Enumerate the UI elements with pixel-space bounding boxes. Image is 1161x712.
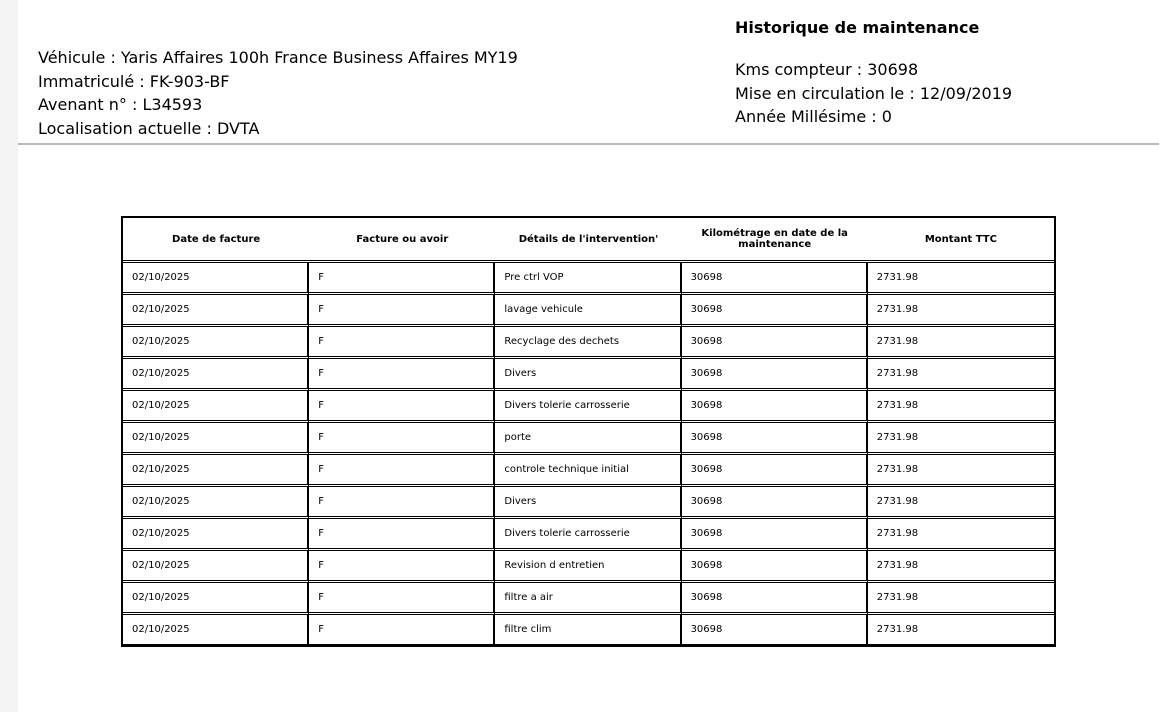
history-block <box>735 18 1012 129</box>
document-header <box>18 0 1159 145</box>
table-row <box>123 263 1054 295</box>
header-amount: Montant TTC <box>868 218 1054 263</box>
table-row <box>123 455 1054 487</box>
cell-invoice-type: F <box>309 423 495 455</box>
cell-invoice-type: F <box>309 295 495 327</box>
header-intervention-details: Détails de l'intervention' <box>495 218 681 263</box>
cell-mileage: 30698 <box>682 519 868 551</box>
cell-amount: 2731.98 <box>868 615 1054 645</box>
maintenance-table <box>121 216 1056 647</box>
cell-intervention-details: Divers tolerie carrosserie <box>495 391 681 423</box>
table-row <box>123 519 1054 551</box>
cell-invoice-date: 02/10/2025 <box>123 423 309 455</box>
cell-invoice-date: 02/10/2025 <box>123 519 309 551</box>
cell-amount: 2731.98 <box>868 423 1054 455</box>
table-row <box>123 487 1054 519</box>
table-row <box>123 423 1054 455</box>
cell-invoice-date: 02/10/2025 <box>123 327 309 359</box>
model-year: Année Millésime : 0 <box>735 107 892 126</box>
cell-mileage: 30698 <box>682 391 868 423</box>
cell-mileage: 30698 <box>682 583 868 615</box>
table-row <box>123 327 1054 359</box>
cell-mileage: 30698 <box>682 295 868 327</box>
cell-amount: 2731.98 <box>868 455 1054 487</box>
cell-mileage: 30698 <box>682 423 868 455</box>
cell-mileage: 30698 <box>682 551 868 583</box>
table-row <box>123 391 1054 423</box>
cell-amount: 2731.98 <box>868 551 1054 583</box>
cell-amount: 2731.98 <box>868 263 1054 295</box>
cell-intervention-details: filtre a air <box>495 583 681 615</box>
vehicle-registration: Immatriculé : FK-903-BF <box>38 71 230 91</box>
cell-mileage: 30698 <box>682 327 868 359</box>
table-body <box>123 263 1054 645</box>
odometer-reading: Kms compteur : 30698 <box>735 60 919 79</box>
table-row <box>123 583 1054 615</box>
cell-mileage: 30698 <box>682 455 868 487</box>
vehicle-model: Véhicule : Yaris Affaires 100h France Business Affaires MY19 <box>38 48 518 67</box>
cell-invoice-type: F <box>309 551 495 583</box>
header-invoice-date: Date de facture <box>123 218 309 263</box>
cell-invoice-type: F <box>309 615 495 645</box>
first-registration-date: Mise en circulation le : 12/09/2019 <box>735 83 1013 103</box>
cell-invoice-date: 02/10/2025 <box>123 295 309 327</box>
document-page <box>18 0 1161 712</box>
cell-invoice-date: 02/10/2025 <box>123 487 309 519</box>
cell-invoice-type: F <box>309 263 495 295</box>
cell-invoice-type: F <box>309 519 495 551</box>
table-row <box>123 551 1054 583</box>
cell-intervention-details: lavage vehicule <box>495 295 681 327</box>
cell-invoice-type: F <box>309 455 495 487</box>
table-row <box>123 295 1054 327</box>
table-row <box>123 359 1054 391</box>
cell-invoice-date: 02/10/2025 <box>123 263 309 295</box>
page-title: Historique de maintenance <box>735 18 980 37</box>
header-invoice-or-credit: Facture ou avoir <box>309 218 495 263</box>
maintenance-table-container <box>121 216 1056 647</box>
cell-invoice-date: 02/10/2025 <box>123 359 309 391</box>
cell-amount: 2731.98 <box>868 359 1054 391</box>
cell-intervention-details: Divers <box>495 359 681 391</box>
cell-intervention-details: Revision d entretien <box>495 551 681 583</box>
cell-invoice-date: 02/10/2025 <box>123 615 309 645</box>
cell-mileage: 30698 <box>682 359 868 391</box>
cell-intervention-details: controle technique initial <box>495 455 681 487</box>
vehicle-info <box>38 46 518 140</box>
cell-amount: 2731.98 <box>868 583 1054 615</box>
cell-invoice-type: F <box>309 359 495 391</box>
vehicle-location: Localisation actuelle : DVTA <box>38 118 260 138</box>
cell-invoice-type: F <box>309 327 495 359</box>
cell-intervention-details: filtre clim <box>495 615 681 645</box>
table-header-row <box>123 218 1054 263</box>
cell-amount: 2731.98 <box>868 487 1054 519</box>
cell-intervention-details: Pre ctrl VOP <box>495 263 681 295</box>
cell-intervention-details: porte <box>495 423 681 455</box>
cell-invoice-type: F <box>309 391 495 423</box>
cell-amount: 2731.98 <box>868 519 1054 551</box>
cell-amount: 2731.98 <box>868 327 1054 359</box>
cell-intervention-details: Recyclage des dechets <box>495 327 681 359</box>
cell-mileage: 30698 <box>682 487 868 519</box>
cell-invoice-type: F <box>309 487 495 519</box>
cell-amount: 2731.98 <box>868 391 1054 423</box>
cell-invoice-type: F <box>309 583 495 615</box>
table-row <box>123 615 1054 645</box>
cell-invoice-date: 02/10/2025 <box>123 391 309 423</box>
header-mileage: Kilométrage en date de la maintenance <box>682 218 868 263</box>
cell-intervention-details: Divers tolerie carrosserie <box>495 519 681 551</box>
cell-amount: 2731.98 <box>868 295 1054 327</box>
cell-intervention-details: Divers <box>495 487 681 519</box>
cell-invoice-date: 02/10/2025 <box>123 583 309 615</box>
vehicle-amendment: Avenant n° : L34593 <box>38 95 203 114</box>
cell-invoice-date: 02/10/2025 <box>123 455 309 487</box>
cell-invoice-date: 02/10/2025 <box>123 551 309 583</box>
cell-mileage: 30698 <box>682 615 868 645</box>
cell-mileage: 30698 <box>682 263 868 295</box>
